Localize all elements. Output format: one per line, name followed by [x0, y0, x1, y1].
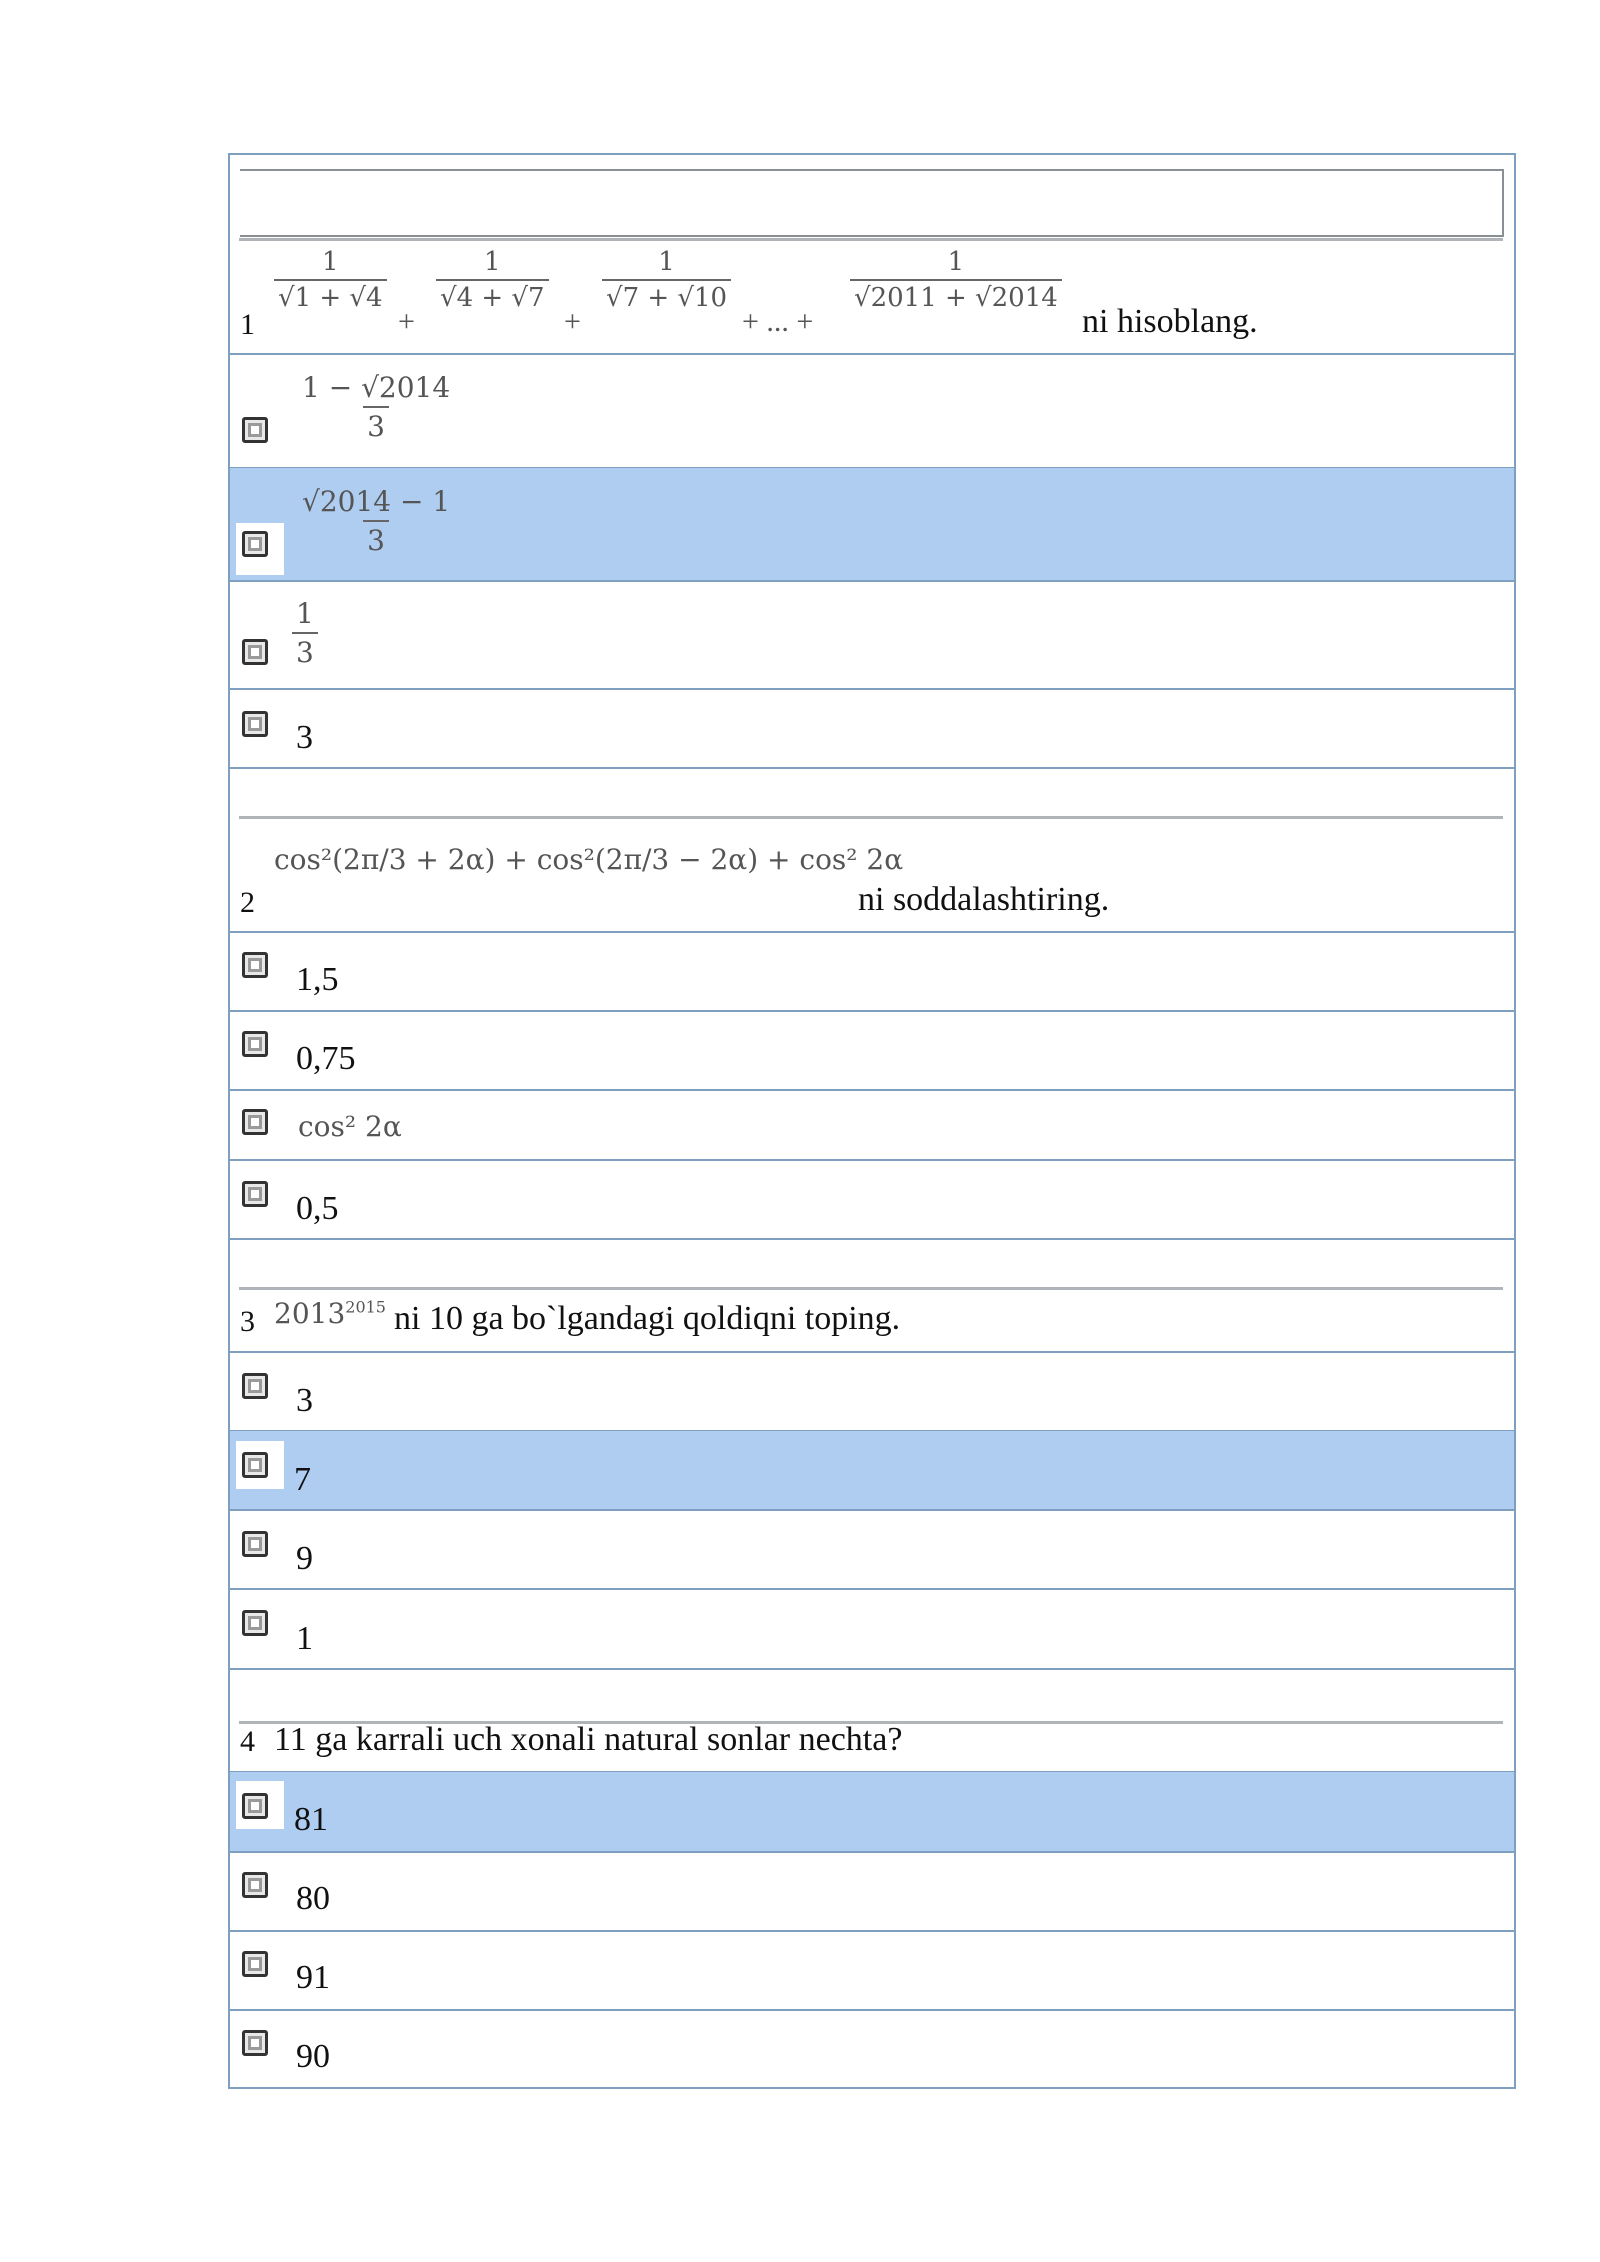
row-separator — [230, 1588, 1514, 1590]
row-separator — [230, 1238, 1514, 1240]
row-separator — [230, 1509, 1514, 1511]
radio-button[interactable] — [242, 711, 268, 737]
math-term-1: $\frac{1}{√1 + √4}$ — [274, 247, 387, 313]
question-text: ni soddalashtiring. — [858, 881, 1110, 918]
row-separator — [230, 580, 1514, 582]
row-separator — [230, 1010, 1514, 1012]
row-separator — [230, 1089, 1514, 1091]
radio-button[interactable] — [242, 1793, 268, 1819]
math-operator: + — [398, 305, 415, 338]
option-label: 7 — [294, 1461, 311, 1498]
question-2-rule — [239, 816, 1503, 819]
option-label: 80 — [296, 1880, 330, 1917]
radio-button[interactable] — [242, 2030, 268, 2056]
radio-button[interactable] — [242, 1109, 268, 1135]
row-separator — [230, 1668, 1514, 1670]
radio-button[interactable] — [242, 952, 268, 978]
row-separator — [230, 767, 1514, 769]
row-separator — [230, 931, 1514, 933]
row-separator — [230, 1159, 1514, 1161]
header-box — [240, 169, 1504, 237]
question-math: $2013^{2015}$ — [274, 1297, 386, 1330]
radio-button[interactable] — [242, 639, 268, 665]
selected-band — [230, 1431, 1514, 1509]
question-text: ni hisoblang. — [1082, 303, 1258, 340]
row-separator — [230, 1930, 1514, 1932]
option-label: 81 — [294, 1801, 328, 1838]
math-operator: + — [564, 305, 581, 338]
radio-button[interactable] — [242, 1452, 268, 1478]
math-term-4: $\frac{1}{√2011 + √2014}$ — [850, 247, 1062, 313]
question-number: 3 — [240, 1305, 255, 1338]
option-math: cos² 2α — [298, 1110, 402, 1143]
option-label: 0,75 — [296, 1040, 356, 1077]
option-label: 91 — [296, 1959, 330, 1996]
row-separator — [230, 1851, 1514, 1853]
option-label: 3 — [296, 1382, 313, 1419]
option-math: $\frac{1 - √2014}{3}$ — [302, 371, 451, 443]
math-term-2: $\frac{1}{√4 + √7}$ — [436, 247, 549, 313]
row-separator — [230, 1351, 1514, 1353]
radio-button[interactable] — [242, 1951, 268, 1977]
row-separator — [230, 688, 1514, 690]
option-label: 90 — [296, 2038, 330, 2075]
question-text: ni 10 ga bo`lgandagi qoldiqni toping. — [394, 1300, 901, 1337]
radio-button[interactable] — [242, 1031, 268, 1057]
selected-band — [230, 1772, 1514, 1851]
radio-button[interactable] — [242, 1531, 268, 1557]
option-label: 9 — [296, 1540, 313, 1577]
option-math: $\frac{√2014 - 1}{3}$ — [302, 485, 451, 557]
math-term-3: $\frac{1}{√7 + √10}$ — [602, 247, 731, 313]
question-3-rule — [239, 1287, 1503, 1290]
row-separator — [230, 353, 1514, 355]
option-math: $\frac{1}{3}$ — [292, 597, 318, 669]
question-1-rule — [239, 238, 1503, 241]
radio-button[interactable] — [242, 1872, 268, 1898]
radio-button[interactable] — [242, 531, 268, 557]
quiz-sheet — [228, 153, 1516, 2089]
question-number: 4 — [240, 1725, 255, 1758]
radio-button[interactable] — [242, 1610, 268, 1636]
radio-button[interactable] — [242, 1373, 268, 1399]
radio-button[interactable] — [242, 1181, 268, 1207]
row-separator — [230, 2009, 1514, 2011]
math-operator: + ... + — [742, 305, 814, 338]
question-number: 2 — [240, 886, 255, 919]
radio-button[interactable] — [242, 417, 268, 443]
option-label: 1,5 — [296, 961, 339, 998]
option-label: 3 — [296, 719, 313, 756]
question-number: 1 — [240, 308, 255, 341]
option-label: 1 — [296, 1620, 313, 1657]
option-label: 0,5 — [296, 1190, 339, 1227]
question-text: 11 ga karrali uch xonali natural sonlar nechta? — [274, 1721, 903, 1758]
question-math: cos²(2π/3 + 2α) + cos²(2π/3 − 2α) + cos² 2α — [274, 843, 904, 876]
